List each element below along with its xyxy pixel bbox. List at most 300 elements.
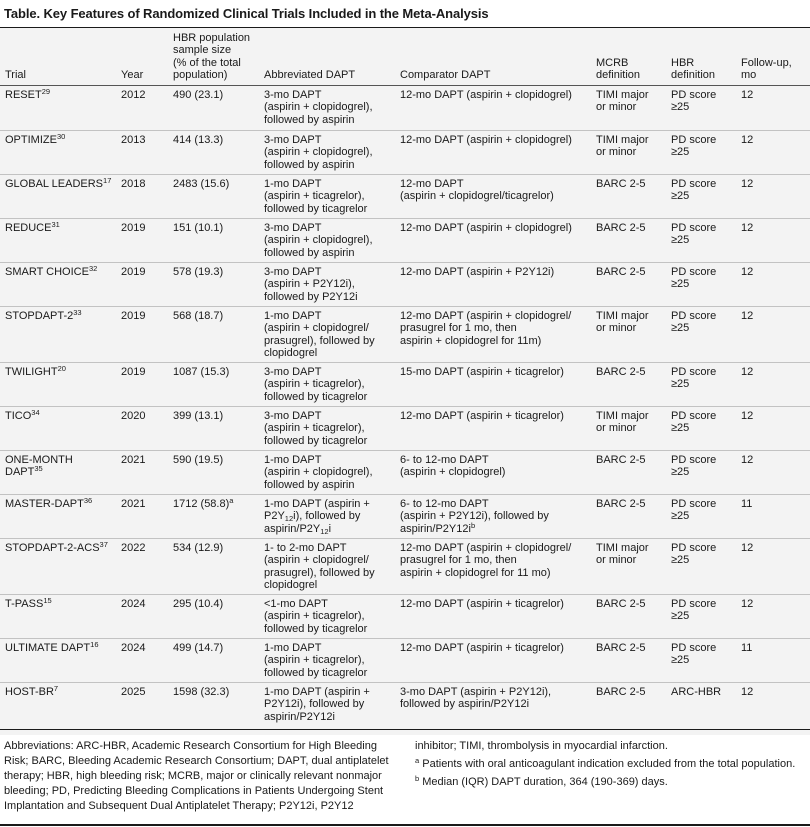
hbr-definition-cell — [666, 682, 736, 729]
abbreviated-dapt-cell-line: (aspirin + ticagrelor), — [264, 654, 365, 666]
trial-name-text: RESET — [5, 88, 42, 101]
abbreviated-dapt-cell-line: clopidogrel — [264, 347, 318, 359]
table-row — [0, 638, 810, 682]
abbreviated-dapt-cell-line: followed by aspirin — [264, 478, 355, 491]
mcrb-definition-cell — [591, 262, 666, 306]
comparator-dapt-cell-line: prasugrel for 1 mo, then — [400, 554, 517, 566]
follow-up-cell: 12 — [736, 538, 810, 594]
table-row — [0, 450, 810, 494]
mcrb-definition-cell — [591, 218, 666, 262]
comparator-dapt-cell — [395, 638, 591, 682]
hbr-definition-cell-line: ≥25 — [671, 278, 690, 290]
table-row — [0, 130, 810, 174]
footnote-a — [415, 757, 807, 772]
follow-up-cell: 12 — [736, 306, 810, 362]
comparator-dapt-cell-line: 12-mo DAPT — [400, 177, 464, 190]
table-area — [0, 28, 810, 735]
mcrb-definition-cell — [591, 174, 666, 218]
year-cell: 2021 — [116, 450, 168, 494]
abbreviated-dapt-cell-line: 1-mo DAPT — [264, 641, 322, 654]
trial-name-cell — [0, 85, 116, 130]
mcrb-definition-cell-line: or minor — [596, 554, 637, 566]
hbr-definition-cell-line: ≥25 — [671, 101, 690, 113]
trial-name — [5, 639, 112, 655]
abbreviated-dapt-cell-line: followed by aspirin — [264, 246, 355, 259]
mcrb-definition-cell — [591, 494, 666, 538]
follow-up-cell: 11 — [736, 494, 810, 538]
comparator-dapt-cell — [395, 362, 591, 406]
comparator-dapt-cell-line: 3-mo DAPT (aspirin + P2Y12i), — [400, 685, 552, 698]
mcrb-definition-cell — [591, 450, 666, 494]
table-row — [0, 594, 810, 638]
sample-size-value: 568 (18.7) — [173, 309, 224, 322]
abbreviated-dapt-cell — [259, 174, 395, 218]
comparator-dapt-cell — [395, 450, 591, 494]
mcrb-definition-cell — [591, 362, 666, 406]
trial-name-text: OPTIMIZE — [5, 133, 57, 146]
comparator-dapt-cell — [395, 218, 591, 262]
comparator-dapt-cell-line: aspirin + clopidogrel for 11m) — [400, 334, 542, 347]
comparator-dapt-cell-line: 12-mo DAPT (aspirin + clopidogrel) — [400, 88, 572, 101]
hbr-definition-cell-line: ≥25 — [671, 654, 690, 666]
reference-number: 36 — [83, 495, 93, 505]
trial-name — [5, 454, 112, 467]
comparator-dapt-cell — [395, 494, 591, 538]
reference-number: 31 — [51, 219, 60, 229]
trial-name-text: TICO — [5, 409, 32, 422]
abbreviated-dapt-cell-line: (aspirin + clopidogrel/ — [264, 554, 369, 566]
hbr-definition-cell-line: ≥25 — [671, 554, 690, 566]
mcrb-definition-cell-line: BARC 2-5 — [596, 453, 646, 466]
trial-name-cell — [0, 450, 116, 494]
column-header-line: HBR population — [173, 31, 251, 44]
mcrb-definition-cell-line: BARC 2-5 — [596, 641, 646, 654]
trial-name-text: DAPT — [5, 466, 35, 478]
table-row — [0, 306, 810, 362]
column-header-line: MCRB — [596, 56, 629, 69]
mcrb-definition-cell-line: BARC 2-5 — [596, 685, 646, 698]
mcrb-definition-cell-line: BARC 2-5 — [596, 265, 646, 278]
sample-size-cell — [168, 594, 259, 638]
follow-up-cell: 12 — [736, 450, 810, 494]
comparator-dapt-cell-line: (aspirin + clopidogrel) — [400, 466, 506, 478]
abbreviated-dapt-cell-line: 1-mo DAPT (aspirin + — [264, 685, 370, 698]
sample-size-cell — [168, 262, 259, 306]
comparator-dapt-cell-line: 15-mo DAPT (aspirin + ticagrelor) — [400, 365, 564, 378]
column-header-comparator-dapt — [395, 28, 591, 85]
hbr-definition-cell-line: ≥25 — [671, 146, 690, 158]
comparator-dapt-cell-line: 6- to 12-mo DAPT — [400, 453, 489, 466]
hbr-definition-cell — [666, 306, 736, 362]
sample-size-value: 534 (12.9) — [173, 541, 224, 554]
hbr-definition-cell-line: ≥25 — [671, 422, 690, 434]
table-row — [0, 174, 810, 218]
year-cell: 2025 — [116, 682, 168, 729]
comparator-dapt-cell — [395, 85, 591, 130]
mcrb-definition-cell-line: BARC 2-5 — [596, 597, 646, 610]
year-cell: 2019 — [116, 362, 168, 406]
abbreviated-dapt-cell-line: (aspirin + ticagrelor), — [264, 422, 365, 434]
hbr-definition-cell — [666, 85, 736, 130]
follow-up-cell: 12 — [736, 406, 810, 450]
footnote-b-mark: b — [415, 774, 420, 783]
abbreviations-note: Abbreviations: ARC-HBR, Academic Research Consortium for High Bleeding Risk; BARC, Bleeding Academic Research Consortium; DAPT, dual antiplatelet therapy; HBR, high bleeding risk; MCRB, major or clinically relevant nonmajor bleeding; PD, Predicting Bleeding Complications in Patients Undergoing Stent Implantation and Subsequent Dual Antiplatelet Therapy; P2Y12i, P2Y12 — [4, 740, 389, 812]
table-row — [0, 85, 810, 130]
table-row — [0, 682, 810, 729]
trial-name — [5, 263, 112, 279]
mcrb-definition-cell — [591, 538, 666, 594]
abbreviated-dapt-cell-line: 3-mo DAPT — [264, 365, 322, 378]
reference-number: 16 — [90, 639, 99, 649]
year-cell: 2021 — [116, 494, 168, 538]
sample-size-cell — [168, 174, 259, 218]
footnote-b-text: Median (IQR) DAPT duration, 364 (190-369) days. — [422, 776, 668, 788]
sample-size-value: 151 (10.1) — [173, 221, 224, 234]
comparator-dapt-cell-line: 12-mo DAPT (aspirin + clopidogrel/ — [400, 309, 572, 322]
trial-name-cell — [0, 306, 116, 362]
sample-size-cell — [168, 306, 259, 362]
trial-name — [5, 175, 112, 191]
trial-name — [5, 219, 112, 235]
sample-size-value: 1087 (15.3) — [173, 365, 230, 378]
sample-size-cell — [168, 538, 259, 594]
year-cell: 2018 — [116, 174, 168, 218]
table-row — [0, 262, 810, 306]
abbreviated-dapt-cell — [259, 362, 395, 406]
comparator-dapt-cell-line: 12-mo DAPT (aspirin + P2Y12i) — [400, 265, 555, 278]
hbr-definition-cell-line: PD score — [671, 365, 717, 378]
column-header-line: HBR — [671, 56, 695, 69]
trial-name-text: ULTIMATE DAPT — [5, 641, 91, 654]
column-header-line: population) — [173, 69, 228, 81]
hbr-definition-cell — [666, 594, 736, 638]
comparator-dapt-cell-line: prasugrel for 1 mo, then — [400, 322, 517, 334]
trial-name — [5, 495, 112, 511]
title-bar — [0, 0, 810, 28]
follow-up-cell: 12 — [736, 130, 810, 174]
abbreviated-dapt-cell-line: (aspirin + ticagrelor), — [264, 610, 365, 622]
hbr-definition-cell — [666, 362, 736, 406]
reference-number: 29 — [41, 86, 51, 96]
reference-number: 7 — [53, 683, 59, 693]
mcrb-definition-cell — [591, 638, 666, 682]
mcrb-definition-cell — [591, 130, 666, 174]
abbreviated-dapt-cell-line: followed by aspirin — [264, 158, 355, 171]
column-header-mcrb-definition — [591, 28, 666, 85]
trial-name — [5, 307, 112, 323]
hbr-definition-cell-line: ≥25 — [671, 610, 690, 622]
reference-number: 20 — [57, 363, 66, 373]
column-header-line: Year — [121, 69, 144, 81]
trial-name-text: ONE-MONTH — [5, 453, 73, 466]
abbreviated-dapt-cell-line: followed by aspirin — [264, 113, 355, 126]
table-footnotes — [0, 735, 810, 827]
comparator-dapt-cell-line: 12-mo DAPT (aspirin + ticagrelor) — [400, 641, 564, 654]
year-cell: 2019 — [116, 262, 168, 306]
abbreviated-dapt-cell-line: (aspirin + clopidogrel), — [264, 101, 373, 113]
table-row — [0, 362, 810, 406]
trial-name-cell — [0, 682, 116, 729]
mcrb-definition-cell — [591, 406, 666, 450]
mcrb-definition-cell — [591, 85, 666, 130]
mcrb-definition-cell-line: TIMI major — [596, 133, 649, 146]
hbr-definition-cell-line: PD score — [671, 541, 717, 554]
column-header-line: sample size — [173, 44, 232, 56]
mcrb-definition-cell-line: or minor — [596, 322, 637, 334]
comparator-dapt-cell — [395, 130, 591, 174]
trial-name — [5, 683, 112, 699]
hbr-definition-cell — [666, 262, 736, 306]
sample-size-cell — [168, 362, 259, 406]
comparator-dapt-cell-line: 12-mo DAPT (aspirin + clopidogrel) — [400, 133, 572, 146]
comparator-dapt-cell-line: aspirin + clopidogrel for 11 mo) — [400, 566, 551, 579]
trial-name-cell — [0, 130, 116, 174]
mcrb-definition-cell-line: or minor — [596, 422, 637, 434]
trial-name — [5, 363, 112, 379]
mcrb-definition-cell-line: BARC 2-5 — [596, 365, 646, 378]
reference-number: 37 — [99, 539, 108, 549]
mcrb-definition-cell-line: TIMI major — [596, 541, 649, 554]
year-cell: 2024 — [116, 638, 168, 682]
mcrb-definition-cell-line: TIMI major — [596, 88, 649, 101]
comparator-dapt-cell-line: 12-mo DAPT (aspirin + clopidogrel/ — [400, 541, 572, 554]
hbr-definition-cell-line: ≥25 — [671, 234, 690, 246]
sample-size-value: 1598 (32.3) — [173, 685, 230, 698]
year-cell: 2022 — [116, 538, 168, 594]
table-row — [0, 538, 810, 594]
trial-name-text: GLOBAL LEADERS — [5, 177, 104, 190]
mcrb-definition-cell — [591, 306, 666, 362]
footnote-a-mark: a — [415, 756, 420, 765]
trial-name — [5, 595, 112, 611]
abbreviated-dapt-cell-line: clopidogrel — [264, 579, 318, 591]
hbr-definition-cell — [666, 218, 736, 262]
footnote-marker: a — [229, 495, 234, 505]
sample-size-cell — [168, 218, 259, 262]
abbreviated-dapt-cell-line: (aspirin + clopidogrel), — [264, 146, 373, 158]
hbr-definition-cell-line: PD score — [671, 177, 717, 190]
comparator-dapt-cell — [395, 406, 591, 450]
sample-size-value: 490 (23.1) — [173, 88, 224, 101]
sample-size-cell — [168, 682, 259, 729]
abbreviated-dapt-cell — [259, 406, 395, 450]
hbr-definition-cell-line: ≥25 — [671, 510, 690, 522]
reference-number: 33 — [73, 307, 82, 317]
hbr-definition-cell — [666, 494, 736, 538]
trial-name — [5, 86, 112, 102]
column-header-line: Abbreviated DAPT — [264, 69, 356, 81]
follow-up-cell: 12 — [736, 218, 810, 262]
abbreviated-dapt-cell-line: followed by ticagrelor — [264, 390, 368, 403]
table-body — [0, 85, 810, 729]
abbreviated-dapt-cell-line: prasugrel), followed by — [264, 334, 375, 347]
trial-name-text: REDUCE — [5, 221, 52, 234]
hbr-definition-cell-line: PD score — [671, 309, 717, 322]
abbreviated-dapt-cell — [259, 594, 395, 638]
reference-number: 32 — [88, 263, 98, 273]
column-header-year — [116, 28, 168, 85]
comparator-dapt-cell-line: aspirin/$P2Y12i^b$ — [400, 520, 476, 535]
column-header-line: Comparator DAPT — [400, 69, 491, 81]
table-header-row — [0, 28, 810, 85]
mcrb-definition-cell-line: TIMI major — [596, 309, 649, 322]
sample-size-cell — [168, 130, 259, 174]
trial-name — [5, 407, 112, 423]
column-header-trial — [0, 28, 116, 85]
abbreviated-dapt-cell-line: (aspirin + clopidogrel), — [264, 466, 373, 478]
column-header-line: (% of the total — [173, 56, 241, 69]
trial-name-cell — [0, 174, 116, 218]
follow-up-cell: 12 — [736, 594, 810, 638]
hbr-definition-cell-line: PD score — [671, 88, 717, 101]
trial-name-text: STOPDAPT-2-ACS — [5, 541, 100, 554]
hbr-definition-cell-line: ≥25 — [671, 322, 690, 334]
trial-name-cell — [0, 494, 116, 538]
abbreviated-dapt-cell — [259, 130, 395, 174]
abbreviated-dapt-cell — [259, 638, 395, 682]
comparator-dapt-cell-line: 12-mo DAPT (aspirin + clopidogrel) — [400, 221, 572, 234]
abbreviated-dapt-cell-line: followed by ticagrelor — [264, 434, 368, 447]
follow-up-cell: 11 — [736, 638, 810, 682]
trial-name-text: MASTER-DAPT — [5, 497, 84, 510]
column-header-hbr-definition — [666, 28, 736, 85]
hbr-definition-cell — [666, 406, 736, 450]
abbreviated-dapt-cell-line: $P2Y_{12}i$), followed by — [264, 510, 361, 523]
abbreviated-dapt-cell-line: followed by ticagrelor — [264, 622, 368, 635]
trial-name-text: TWILIGHT — [5, 365, 58, 378]
sample-size-value: 578 (19.3) — [173, 265, 224, 278]
hbr-definition-cell-line: PD score — [671, 409, 717, 422]
comparator-dapt-cell — [395, 594, 591, 638]
year-cell: 2012 — [116, 85, 168, 130]
mcrb-definition-cell — [591, 594, 666, 638]
comparator-dapt-cell-line: 12-mo DAPT (aspirin + ticagrelor) — [400, 597, 564, 610]
sample-size-value: 399 (13.1) — [173, 409, 224, 422]
sample-size-value: 295 (10.4) — [173, 597, 224, 610]
trial-name-cell — [0, 406, 116, 450]
abbreviated-dapt-cell — [259, 262, 395, 306]
sample-size-value: 499 (14.7) — [173, 641, 224, 654]
column-header-line: definition — [671, 69, 716, 81]
sample-size-cell — [168, 494, 259, 538]
abbreviated-dapt-cell-line: 1-mo DAPT (aspirin + — [264, 497, 370, 510]
hbr-definition-cell-line: ARC-HBR — [671, 685, 722, 698]
column-header-line: Follow-up, — [741, 56, 792, 69]
column-header-sample-size — [168, 28, 259, 85]
abbreviated-dapt-cell-line: 3-mo DAPT — [264, 265, 322, 278]
footnotes-right — [415, 739, 807, 790]
hbr-definition-cell-line: ≥25 — [671, 378, 690, 390]
abbreviated-dapt-cell-line: followed by ticagrelor — [264, 666, 368, 679]
trial-name-text: SMART CHOICE — [5, 265, 89, 278]
trial-name-text: STOPDAPT-2 — [5, 309, 74, 322]
abbreviated-dapt-cell-line: followed by P2Y12i — [264, 290, 358, 303]
column-header-abbreviated-dapt — [259, 28, 395, 85]
abbreviated-dapt-cell-line: (aspirin + ticagrelor), — [264, 378, 365, 390]
hbr-definition-cell — [666, 450, 736, 494]
abbreviated-dapt-cell-line: followed by ticagrelor — [264, 202, 368, 215]
mcrb-definition-cell — [591, 682, 666, 729]
reference-number: 30 — [56, 131, 66, 141]
hbr-definition-cell — [666, 638, 736, 682]
abbreviated-dapt-cell-line: aspirin/$P2Y_{12}i$ — [264, 522, 332, 536]
abbreviated-dapt-cell — [259, 306, 395, 362]
year-cell: 2019 — [116, 218, 168, 262]
trial-name-cell — [0, 218, 116, 262]
comparator-dapt-cell — [395, 306, 591, 362]
abbreviated-dapt-cell-line: P2Y12i), followed by — [264, 698, 365, 710]
hbr-definition-cell — [666, 538, 736, 594]
abbreviations-continuation: inhibitor; TIMI, thrombolysis in myocardial infarction. — [415, 740, 668, 752]
year-cell: 2020 — [116, 406, 168, 450]
trial-name-text: T-PASS — [5, 597, 44, 610]
mcrb-definition-cell-line: BARC 2-5 — [596, 221, 646, 234]
comparator-dapt-cell — [395, 262, 591, 306]
abbreviated-dapt-cell — [259, 85, 395, 130]
hbr-definition-cell-line: ≥25 — [671, 466, 690, 478]
abbreviated-dapt-cell-line: 3-mo DAPT — [264, 88, 322, 101]
abbreviated-dapt-cell — [259, 494, 395, 538]
comparator-dapt-cell-line: (aspirin + clopidogrel/ticagrelor) — [400, 190, 554, 202]
comparator-dapt-cell-line: 6- to 12-mo DAPT — [400, 497, 489, 510]
trial-name-cell — [0, 362, 116, 406]
abbreviated-dapt-cell-line: 3-mo DAPT — [264, 133, 322, 146]
column-header-line: Trial — [5, 69, 26, 81]
follow-up-cell: 12 — [736, 682, 810, 729]
reference-number: 35 — [34, 464, 43, 473]
abbreviated-dapt-cell-line: 3-mo DAPT — [264, 221, 322, 234]
hbr-definition-cell-line: PD score — [671, 133, 717, 146]
mcrb-definition-cell-line: BARC 2-5 — [596, 177, 646, 190]
mcrb-definition-cell-line: or minor — [596, 101, 637, 113]
trial-name — [5, 539, 112, 555]
abbreviated-dapt-cell-line: (aspirin + P2Y12i), — [264, 278, 355, 290]
footnote-b — [415, 775, 807, 790]
sample-size-cell — [168, 450, 259, 494]
sample-size-value: 1712 (58.8) — [173, 497, 230, 510]
abbreviated-dapt-cell-line: 3-mo DAPT — [264, 409, 322, 422]
hbr-definition-cell — [666, 174, 736, 218]
trial-name-cell — [0, 538, 116, 594]
abbreviated-dapt-cell-line: (aspirin + clopidogrel/ — [264, 322, 369, 334]
hbr-definition-cell-line: PD score — [671, 265, 717, 278]
sample-size-value: 414 (13.3) — [173, 133, 224, 146]
hbr-definition-cell-line: PD score — [671, 497, 717, 510]
trial-name-cell — [0, 594, 116, 638]
footnote-a-text: Patients with oral anticoagulant indication excluded from the total population. — [422, 758, 796, 770]
abbreviated-dapt-cell-line: <1-mo DAPT — [264, 597, 328, 610]
reference-number: 34 — [31, 407, 40, 417]
abbreviated-dapt-cell-line: 1-mo DAPT — [264, 309, 322, 322]
mcrb-definition-cell-line: or minor — [596, 146, 637, 158]
sample-size-value: 590 (19.5) — [173, 453, 224, 466]
table-title: Table. Key Features of Randomized Clinical Trials Included in the Meta-Analysis — [4, 6, 489, 21]
trial-name-cell — [0, 638, 116, 682]
comparator-dapt-cell-line: 12-mo DAPT (aspirin + ticagrelor) — [400, 409, 564, 422]
follow-up-cell: 12 — [736, 174, 810, 218]
comparator-dapt-cell — [395, 682, 591, 729]
abbreviated-dapt-cell — [259, 538, 395, 594]
abbreviated-dapt-cell — [259, 450, 395, 494]
column-header-line: mo — [741, 69, 757, 81]
abbreviated-dapt-cell-line: 1-mo DAPT — [264, 453, 322, 466]
hbr-definition-cell-line: ≥25 — [671, 190, 690, 202]
abbreviated-dapt-cell-line: (aspirin + clopidogrel), — [264, 234, 373, 246]
abbreviated-dapt-cell-line: prasugrel), followed by — [264, 566, 375, 579]
bottom-rule — [0, 824, 810, 826]
sample-size-cell — [168, 85, 259, 130]
year-cell: 2019 — [116, 306, 168, 362]
